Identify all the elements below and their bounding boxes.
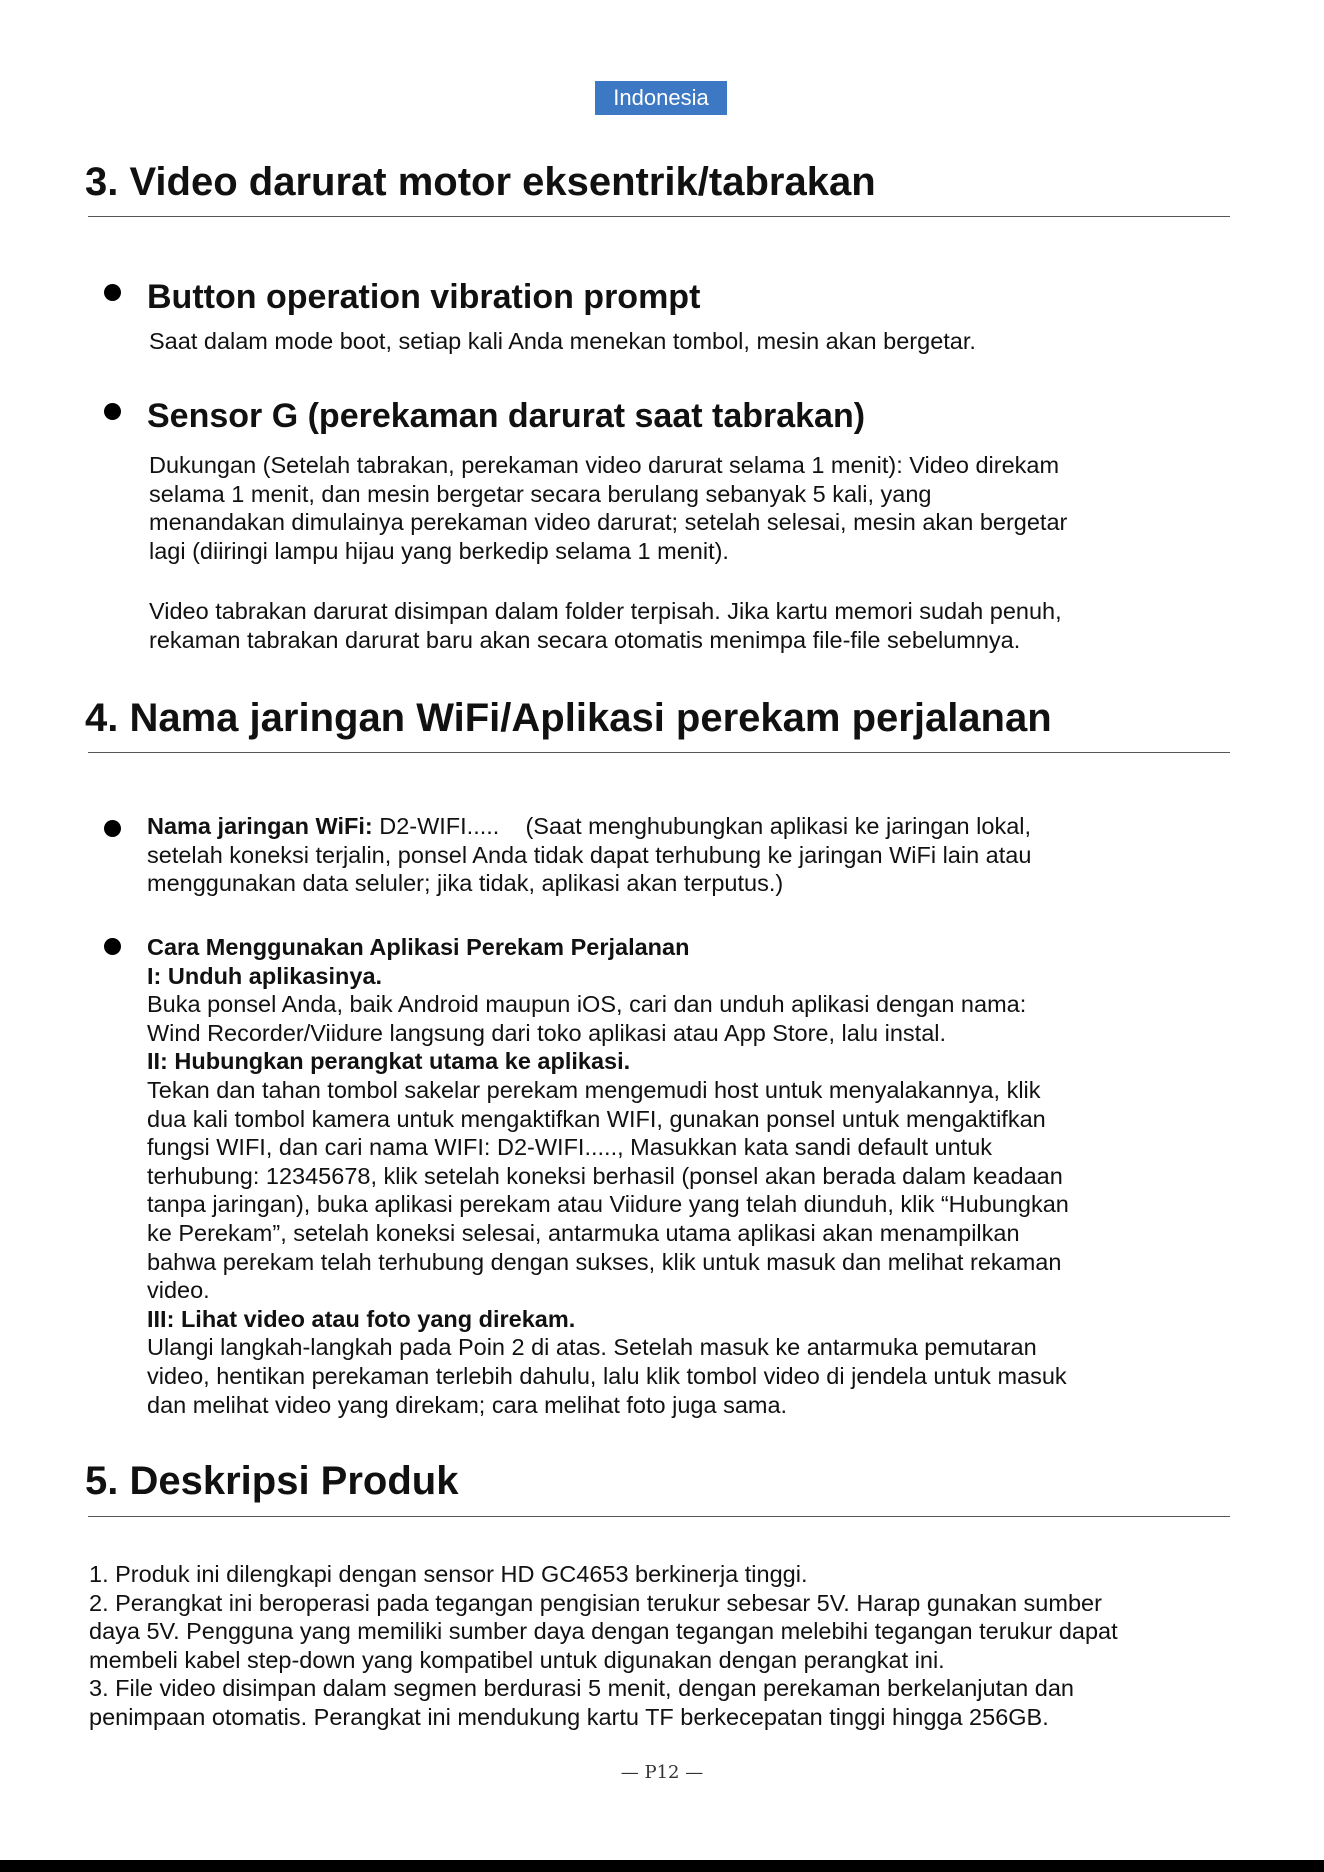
text-line: Ulangi langkah-langkah pada Poin 2 di atas. Setelah masuk ke antarmuka pemutaran [147,1334,1037,1361]
language-badge: Indonesia [595,81,727,115]
text-line: fungsi WIFI, dan cari nama WIFI: D2-WIFI....., Masukkan kata sandi default untuk [147,1134,993,1161]
product-description [89,1560,1239,1731]
text-line: video. [147,1277,210,1304]
text-line: menandakan dimulainya perekaman video darurat; setelah selesai, mesin akan bergetar [149,509,1068,536]
bullet-icon [104,938,121,955]
text-line [147,812,1237,841]
section-4-divider [88,752,1230,753]
text-line: bahwa perekam telah terhubung dengan sukses, klik untuk masuk dan melihat rekaman [147,1248,1062,1275]
app-usage-item [147,933,1237,1419]
text-line: dan melihat video yang direkam; cara melihat foto juga sama. [147,1391,788,1418]
text-line: Video tabrakan darurat disimpan dalam folder terpisah. Jika kartu memori sudah penuh, [149,598,1062,624]
g-sensor-paragraph-2 [149,597,1239,654]
page-bottom-bar [0,1860,1324,1872]
text-line: tanpa jaringan), buka aplikasi perekam atau Viidure yang telah diunduh, klik “Hubungkan [147,1191,1069,1218]
text-line: 2. Perangkat ini beroperasi pada tegangan pengisian terukur sebesar 5V. Harap gunakan sumber [89,1589,1102,1616]
wifi-name-item [147,812,1237,898]
text-line: dua kali tombol kamera untuk mengaktifkan WIFI, gunakan ponsel untuk mengaktifkan [147,1105,1046,1132]
step-2-title: II: Hubungkan perangkat utama ke aplikasi. [147,1048,631,1075]
text-line: menggunakan data seluler; jika tidak, aplikasi akan terputus.) [147,870,784,897]
section-5-title: 5. Deskripsi Produk [85,1459,459,1503]
g-sensor-paragraph-1 [149,451,1239,565]
text-line: Tekan dan tahan tombol sakelar perekam mengemudi host untuk menyalakannya, klik [147,1076,1041,1103]
text-line: ke Perekam”, setelah koneksi selesai, antarmuka utama aplikasi akan menampilkan [147,1219,1020,1246]
text-line: Dukungan (Setelah tabrakan, perekaman video darurat selama 1 menit): Video direkam [149,452,1060,478]
bullet-icon [104,403,121,420]
wifi-name-label: Nama jaringan WiFi: [147,813,373,839]
app-usage-heading: Cara Menggunakan Aplikasi Perekam Perjalanan [147,934,690,960]
step-1-title: I: Unduh aplikasinya. [147,962,383,989]
section-4-title: 4. Nama jaringan WiFi/Aplikasi perekam perjalanan [85,696,1052,740]
text-line: selama 1 menit, dan mesin bergetar secara berulang sebanyak 5 kali, yang [149,480,932,507]
section-3-title: 3. Video darurat motor eksentrik/tabrakan [85,160,876,204]
text-line: lagi (diiringi lampu hijau yang berkedip selama 1 menit). [149,537,729,564]
wifi-name-value: D2-WIFI..... (Saat menghubungkan aplikasi ke jaringan lokal, [372,813,1032,839]
text-line: penimpaan otomatis. Perangkat ini mendukung kartu TF berkecepatan tinggi hingga 256GB. [89,1703,1049,1730]
text-line: setelah koneksi terjalin, ponsel Anda tidak dapat terhubung ke jaringan WiFi lain atau [147,841,1032,868]
vibration-prompt-text: Saat dalam mode boot, setiap kali Anda menekan tombol, mesin akan bergetar. [149,328,976,354]
text-line: 3. File video disimpan dalam segmen berdurasi 5 menit, dengan perekaman berkelanjutan dan [89,1675,1074,1701]
text-line: daya 5V. Pengguna yang memiliki sumber daya dengan tegangan melebihi tegangan terukur dapat [89,1618,1118,1644]
text-line: Buka ponsel Anda, baik Android maupun iOS, cari dan unduh aplikasi dengan nama: [147,991,1027,1018]
text-line: rekaman tabrakan darurat baru akan secara otomatis menimpa file-file sebelumnya. [149,626,1021,653]
bullet-icon [104,284,121,301]
section-5-divider [88,1516,1230,1517]
text-line: Wind Recorder/Viidure langsung dari toko aplikasi atau App Store, lalu instal. [147,1019,947,1046]
text-line: 1. Produk ini dilengkapi dengan sensor HD GC4653 berkinerja tinggi. [89,1561,808,1587]
text-line: terhubung: 12345678, klik setelah koneksi berhasil (ponsel akan berada dalam keadaan [147,1162,1063,1189]
g-sensor-heading: Sensor G (perekaman darurat saat tabrakan) [147,397,866,435]
vibration-prompt-heading: Button operation vibration prompt [147,278,701,316]
section-3-divider [88,216,1230,217]
text-line: membeli kabel step-down yang kompatibel untuk digunakan dengan perangkat ini. [89,1646,945,1673]
bullet-icon [104,820,121,837]
step-3-title: III: Lihat video atau foto yang direkam. [147,1305,576,1332]
page-number: — P12 — [620,1762,704,1783]
text-line: video, hentikan perekaman terlebih dahulu, lalu klik tombol video di jendela untuk masuk [147,1362,1067,1389]
